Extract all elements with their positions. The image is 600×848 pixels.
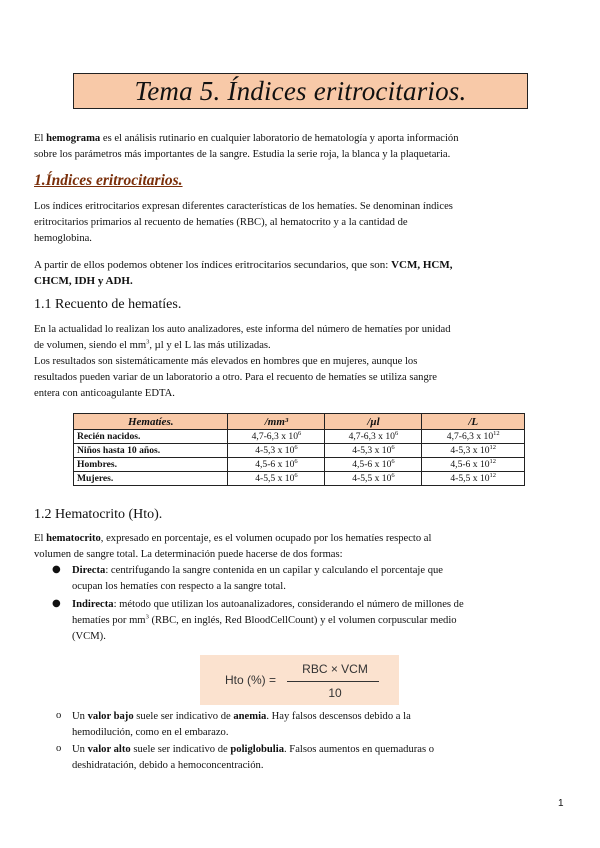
section-1-2-paragraph: El hematocrito, expresado en porcentaje, es el volumen ocupado por los hematíes respecto al volumen de sangre total. La determinación puede hacerse de dos formas: [34,533,432,560]
page-title: Tema 5. Índices eritrocitarios. [134,75,467,106]
hemograma-term: hemograma [46,133,101,144]
circle-bullet: o [56,743,62,754]
section-1-1-paragraph: En la actualidad lo realizan los auto analizadores, este informa del número de hematíes por unidad de volumen, siendo el $mm^3$, µl y el L las más utilizadas. Los resultados son sistemáticamente más elevados en hombres que en mujeres, aunque los resultados pueden variar de un laboratorio a otro. Para el recuento de hematíes se utiliza sangre entera con anticoagulante EDTA. [34,324,451,399]
valor-alto-item: Un valor alto suele ser indicativo de poliglobulia. Falsos aumentos en quemaduras o deshidratación, debido a hemoconcentración. [72,744,435,771]
section-1-paragraph-2: A partir de ellos podemos obtener los índices eritrocitarios secundarios, que son: VCM, HCM, CHCM, IDH y ADH. [34,259,453,287]
page-number: 1 [558,798,564,809]
circle-bullet: o [56,710,62,721]
valor-bajo-item: Un valor bajo suele ser indicativo de anemia. Hay falsos descensos debido a la hemodilución, como en el embarazo. [72,711,411,738]
hematocrit-formula: Hto (%) = RBC × VCM 10 [200,655,399,705]
intro-paragraph: El hemograma es el análisis rutinario en cualquier laboratorio de hematología y aporta información sobre los parámetros más importantes de la sangre. Estudia la serie roja, la blanca y la plaquetaria. [34,133,459,160]
bullet-dot: ● [52,564,61,575]
table-header-row [74,414,525,430]
table-row: Mujeres. 4-5,5 x $10^6$ 4-5,5 x $10^6$ 4-5,5 x $10^{12}$ [74,472,525,486]
section-1-1-heading: 1.1 Recuento de hematíes. [34,297,182,312]
bullet-directa: Directa: centrifugando la sangre contenida en un capilar y calculando el porcentaje que ocupan los hematíes con respecto a la sangre total. [72,565,444,592]
title-box [73,73,528,109]
table-header: Hematíes. [74,414,228,430]
section-1-2-heading: 1.2 Hematocrito (Hto). [34,507,163,522]
section-1-heading: 1.Índices eritrocitarios. [34,172,183,189]
table-row: Hombres. 4,5-6 x $10^6$ 4,5-6 x $10^6$ 4,5-6 x $10^{12}$ [74,458,525,472]
fraction-bar [287,681,379,682]
section-1-paragraph-1: Los índices eritrocitarios expresan diferentes características de los hematíes. Se denominan índices eritrocitarios primarios al recuento de hematíes (RBC), al hematocrito y a la cantidad de hemoglobina. [34,201,453,244]
table-row: Recién nacidos. 4,7-6,3 x $10^6$ 4,7-6,3 x $10^6$ 4,7-6,3 x $10^{12}$ [74,430,525,444]
bullet-dot: ● [52,598,61,609]
bullet-indirecta: Indirecta: método que utilizan los autoanalizadores, considerando el número de millones de hematíes por $mm^3$ (RBC, en inglés, Red BloodCellCount) y el volumen corpuscular medio (VCM). [72,599,464,642]
table-row: Niños hasta 10 años. 4-5,3 x $10^6$ 4-5,3 x $10^6$ 4-5,3 x $10^{12}$ [74,444,525,458]
hematies-table [73,413,525,486]
table-header: /µl [325,414,422,430]
table-header: /L [422,414,525,430]
table-header: /mm³ [228,414,325,430]
